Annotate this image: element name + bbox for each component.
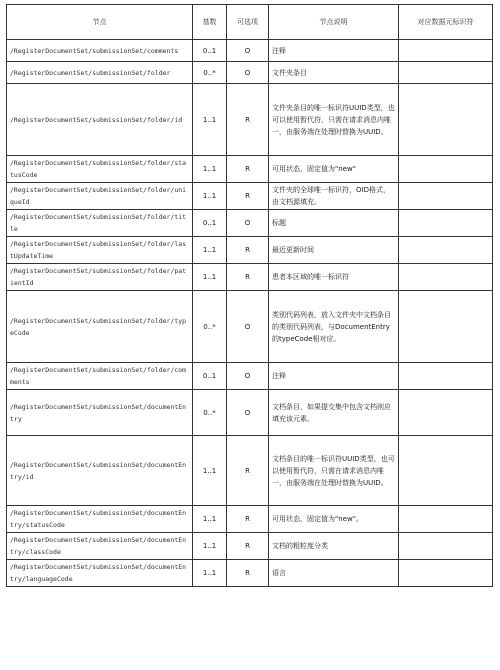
table-row: [7, 291, 493, 363]
cardinality-cell: 1..1: [193, 84, 227, 156]
description-cell: 类别代码列表，放入文件夹中文档条目的类别代码列表，与DocumentEntry的typeCode相对应。: [269, 291, 399, 363]
mapping-cell: [399, 84, 493, 156]
description-cell: 文档条目的唯一标识符UUID类型，也可以使用暂代符，只需在请求消息内唯一，由服务端在处理时替换为UUID。: [269, 436, 399, 506]
optionality-cell: O: [227, 40, 269, 62]
description-cell: 文档的粗粒度分类: [269, 533, 399, 560]
node-path-cell: /RegisterDocumentSet/submissionSet/folder: [7, 62, 193, 84]
mapping-cell: [399, 390, 493, 436]
mapping-cell: [399, 237, 493, 264]
description-cell: 语言: [269, 560, 399, 587]
optionality-cell: R: [227, 506, 269, 533]
table-row: [7, 156, 493, 183]
description-cell: 患者本区域的唯一标识符: [269, 264, 399, 291]
header-node: 节点: [7, 5, 193, 40]
header-mapping: 对应数据元标识符: [399, 5, 493, 40]
table-row: [7, 40, 493, 62]
description-cell: 注释: [269, 363, 399, 390]
table-row: [7, 62, 493, 84]
mapping-cell: [399, 533, 493, 560]
table-row: [7, 506, 493, 533]
optionality-cell: R: [227, 183, 269, 210]
table-row: [7, 363, 493, 390]
cardinality-cell: 0..*: [193, 390, 227, 436]
description-cell: 标题: [269, 210, 399, 237]
description-cell: 文件夹条目: [269, 62, 399, 84]
node-path-cell: /RegisterDocumentSet/submissionSet/documentEntry/languageCode: [7, 560, 193, 587]
description-cell: 最近更新时间: [269, 237, 399, 264]
header-description: 节点说明: [269, 5, 399, 40]
table-row: [7, 390, 493, 436]
optionality-cell: O: [227, 62, 269, 84]
header-optionality: 可选项: [227, 5, 269, 40]
mapping-cell: [399, 560, 493, 587]
cardinality-cell: 0..1: [193, 40, 227, 62]
table-header-row: [7, 5, 493, 40]
cardinality-cell: 1..1: [193, 533, 227, 560]
optionality-cell: R: [227, 84, 269, 156]
node-path-cell: /RegisterDocumentSet/submissionSet/folder/typeCode: [7, 291, 193, 363]
optionality-cell: O: [227, 363, 269, 390]
node-path-cell: /RegisterDocumentSet/submissionSet/folder/statusCode: [7, 156, 193, 183]
mapping-cell: [399, 436, 493, 506]
node-path-cell: /RegisterDocumentSet/submissionSet/documentEntry/statusCode: [7, 506, 193, 533]
cardinality-cell: 1..1: [193, 183, 227, 210]
cardinality-cell: 1..1: [193, 264, 227, 291]
mapping-cell: [399, 264, 493, 291]
mapping-cell: [399, 62, 493, 84]
mapping-cell: [399, 210, 493, 237]
cardinality-cell: 0..*: [193, 62, 227, 84]
optionality-cell: R: [227, 436, 269, 506]
optionality-cell: R: [227, 533, 269, 560]
node-path-cell: /RegisterDocumentSet/submissionSet/folder/id: [7, 84, 193, 156]
cardinality-cell: 1..1: [193, 506, 227, 533]
node-path-cell: /RegisterDocumentSet/submissionSet/folder/lastUpdateTime: [7, 237, 193, 264]
table-body: [7, 40, 493, 587]
cardinality-cell: 0..1: [193, 210, 227, 237]
mapping-cell: [399, 183, 493, 210]
description-cell: 可用状态，固定值为"new": [269, 156, 399, 183]
cardinality-cell: 1..1: [193, 560, 227, 587]
cardinality-cell: 1..1: [193, 156, 227, 183]
node-path-cell: /RegisterDocumentSet/submissionSet/documentEntry/classCode: [7, 533, 193, 560]
node-spec-table: [6, 4, 493, 587]
optionality-cell: R: [227, 156, 269, 183]
node-path-cell: /RegisterDocumentSet/submissionSet/documentEntry/id: [7, 436, 193, 506]
table-row: [7, 84, 493, 156]
node-path-cell: /RegisterDocumentSet/submissionSet/folder/comments: [7, 363, 193, 390]
table-row: [7, 183, 493, 210]
node-path-cell: /RegisterDocumentSet/submissionSet/folder/title: [7, 210, 193, 237]
node-path-cell: /RegisterDocumentSet/submissionSet/comments: [7, 40, 193, 62]
optionality-cell: R: [227, 264, 269, 291]
mapping-cell: [399, 40, 493, 62]
table-row: [7, 237, 493, 264]
mapping-cell: [399, 363, 493, 390]
optionality-cell: R: [227, 237, 269, 264]
table-row: [7, 210, 493, 237]
header-cardinality: 基数: [193, 5, 227, 40]
node-path-cell: /RegisterDocumentSet/submissionSet/folder/uniqueId: [7, 183, 193, 210]
description-cell: 文档条目，如果提交集中包含文档则应填充该元素。: [269, 390, 399, 436]
mapping-cell: [399, 506, 493, 533]
node-path-cell: /RegisterDocumentSet/submissionSet/folder/patientId: [7, 264, 193, 291]
description-cell: 可用状态，固定值为"new"。: [269, 506, 399, 533]
description-cell: 注释: [269, 40, 399, 62]
cardinality-cell: 0..*: [193, 291, 227, 363]
mapping-cell: [399, 156, 493, 183]
table-row: [7, 560, 493, 587]
optionality-cell: O: [227, 390, 269, 436]
mapping-cell: [399, 291, 493, 363]
node-path-cell: /RegisterDocumentSet/submissionSet/documentEntry: [7, 390, 193, 436]
optionality-cell: O: [227, 210, 269, 237]
description-cell: 文件夹条目的唯一标识符UUID类型，也可以使用暂代符，只需在请求消息内唯一，由服务端在处理时替换为UUID。: [269, 84, 399, 156]
table-row: [7, 533, 493, 560]
table-row: [7, 436, 493, 506]
description-cell: 文件夹的全球唯一标识符，OID格式，由文档源填充。: [269, 183, 399, 210]
optionality-cell: R: [227, 560, 269, 587]
cardinality-cell: 1..1: [193, 436, 227, 506]
cardinality-cell: 1..1: [193, 237, 227, 264]
optionality-cell: O: [227, 291, 269, 363]
cardinality-cell: 0..1: [193, 363, 227, 390]
table-row: [7, 264, 493, 291]
